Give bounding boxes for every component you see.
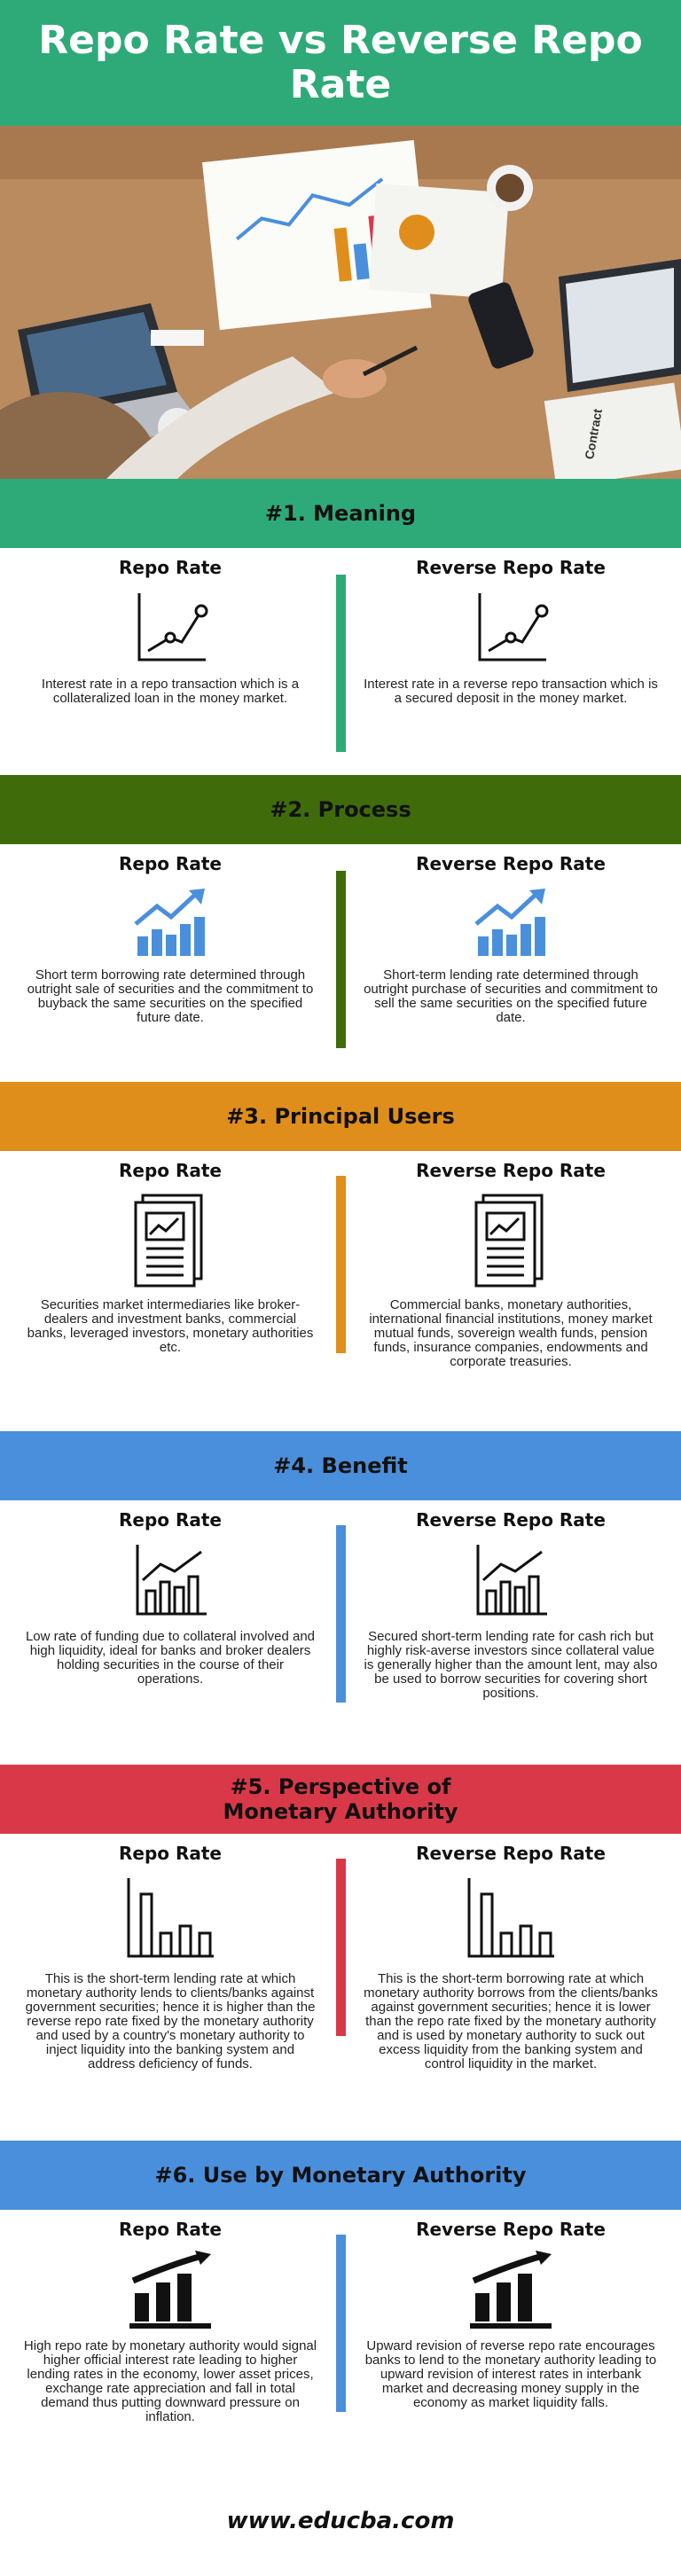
section-principal-users — [0, 1151, 681, 1431]
section-heading: #6. Use by Monetary Authority — [154, 2163, 527, 2188]
growth-bars-icon — [471, 885, 551, 959]
column-title: Reverse Repo Rate — [416, 1843, 606, 1864]
column-text: This is the short-term lending rate at which monetary authority lends to clients/banks against government securities; hence it is higher than the reverse repo rate fixed by the monetary authority and used by a country's monetary authority to inject liquidity into the banking system and address deficiency of funds. — [25, 1971, 316, 2071]
column-text: Low rate of funding due to collateral involved and high liquidity, ideal for banks and broker dealers holding securities in the course of their operations. — [25, 1629, 316, 1687]
column-title: Reverse Repo Rate — [416, 1509, 606, 1531]
repo-rate-column — [0, 1151, 340, 1431]
reverse-repo-rate-column — [340, 1500, 681, 1765]
bar-line-chart-icon — [130, 1541, 210, 1621]
report-document-icon — [130, 1192, 210, 1289]
column-divider — [336, 1859, 346, 2036]
column-text: Short-term lending rate determined through outright purchase of securities and commitment to sell the same securities on the specified future date. — [364, 967, 658, 1025]
section-meaning — [0, 548, 681, 775]
section-benefit — [0, 1500, 681, 1765]
section-process-banner — [0, 775, 681, 844]
reverse-repo-rate-column — [340, 2210, 681, 2485]
hero-photo — [0, 126, 681, 479]
column-title: Reverse Repo Rate — [416, 1160, 606, 1181]
page-title: Repo Rate vs Reverse Repo Rate — [38, 18, 643, 107]
column-title: Repo Rate — [118, 1160, 222, 1181]
line-chart-icon — [471, 589, 551, 669]
column-title: Reverse Repo Rate — [416, 853, 606, 874]
infographic-header — [0, 0, 681, 126]
repo-rate-column — [0, 2210, 340, 2485]
section-heading: #3. Principal Users — [226, 1104, 455, 1129]
reverse-repo-rate-column — [340, 1151, 681, 1431]
section-meaning-banner — [0, 479, 681, 548]
column-title: Repo Rate — [118, 1843, 222, 1864]
column-divider — [336, 1525, 346, 1703]
column-text: Securities market intermediaries like broker-dealers and investment banks, commercial banks, leveraged investors, monetary authorities etc. — [27, 1297, 314, 1355]
column-title: Repo Rate — [118, 2219, 222, 2240]
section-use-banner — [0, 2141, 681, 2210]
desk-scene-illustration — [0, 126, 681, 479]
column-divider — [336, 871, 346, 1048]
contract-label: Contract — [582, 407, 605, 461]
section-process — [0, 844, 681, 1082]
section-heading: #2. Process — [270, 797, 411, 822]
bold-bar-chart-icon — [466, 2251, 555, 2330]
repo-rate-column — [0, 1834, 340, 2141]
section-use — [0, 2210, 681, 2485]
footer — [0, 2485, 681, 2557]
column-text: Interest rate in a repo transaction which is a collateralized loan in the money market. — [41, 677, 300, 706]
section-principal-users-banner — [0, 1082, 681, 1151]
decreasing-bars-icon — [462, 1875, 560, 1963]
growth-bars-icon — [130, 885, 210, 959]
column-text: This is the short-term borrowing rate at which monetary authority borrows from the clients/banks against government securities; hence it is lower than the repo rate fixed by the monetary authority and is used by monetary authority to suck out excess liquidity from the banking system and control liquidity in the market. — [364, 1971, 658, 2071]
decreasing-bars-icon — [121, 1875, 219, 1963]
footer-url: www.educba.com — [226, 2508, 455, 2534]
repo-rate-column — [0, 844, 340, 1082]
section-heading: #4. Benefit — [273, 1453, 408, 1478]
column-divider — [336, 1176, 346, 1353]
column-title: Reverse Repo Rate — [416, 2219, 606, 2240]
section-heading: #1. Meaning — [264, 501, 417, 526]
column-text: Interest rate in a reverse repo transaction which is a secured deposit in the money market. — [364, 677, 658, 706]
report-document-icon — [471, 1192, 551, 1289]
column-title: Repo Rate — [118, 557, 222, 578]
column-title: Reverse Repo Rate — [416, 557, 606, 578]
bold-bar-chart-icon — [126, 2251, 215, 2330]
section-heading: #5. Perspective of Monetary Authority — [223, 1774, 458, 1824]
repo-rate-column — [0, 548, 340, 775]
column-text: Commercial banks, monetary authorities, international financial institutions, money market mutual funds, sovereign wealth funds, pension funds, insurance companies, endowments and corporate treasuries. — [369, 1297, 653, 1369]
column-text: High repo rate by monetary authority would signal higher official interest rate leading to higher lending rates in the economy, lower asset prices, exchange rate appreciation and fall in total demand thus putting downward pressure on inflation. — [23, 2338, 317, 2424]
column-title: Repo Rate — [118, 853, 222, 874]
reverse-repo-rate-column — [340, 1834, 681, 2141]
section-perspective — [0, 1834, 681, 2141]
repo-rate-column — [0, 1500, 340, 1765]
reverse-repo-rate-column — [340, 844, 681, 1082]
column-title: Repo Rate — [118, 1509, 222, 1531]
column-text: Upward revision of reverse repo rate encourages banks to lend to the monetary authority leading to upward revision of interest rates in interbank market and decreasing money supply in the economy as market liquidity falls. — [364, 2338, 657, 2410]
column-divider — [336, 2235, 346, 2412]
line-chart-icon — [130, 589, 210, 669]
reverse-repo-rate-column — [340, 548, 681, 775]
section-benefit-banner — [0, 1431, 681, 1500]
section-perspective-banner — [0, 1765, 681, 1834]
bar-line-chart-icon — [471, 1541, 551, 1621]
column-text: Short term borrowing rate determined through outright sale of securities and the commitment to buyback the same securities on the specified future date. — [27, 967, 314, 1025]
column-text: Secured short-term lending rate for cash rich but highly risk-averse investors since collateral value is generally higher than the amount lent, may also be used to borrow securities for covering short positions. — [364, 1629, 658, 1701]
column-divider — [336, 575, 346, 752]
